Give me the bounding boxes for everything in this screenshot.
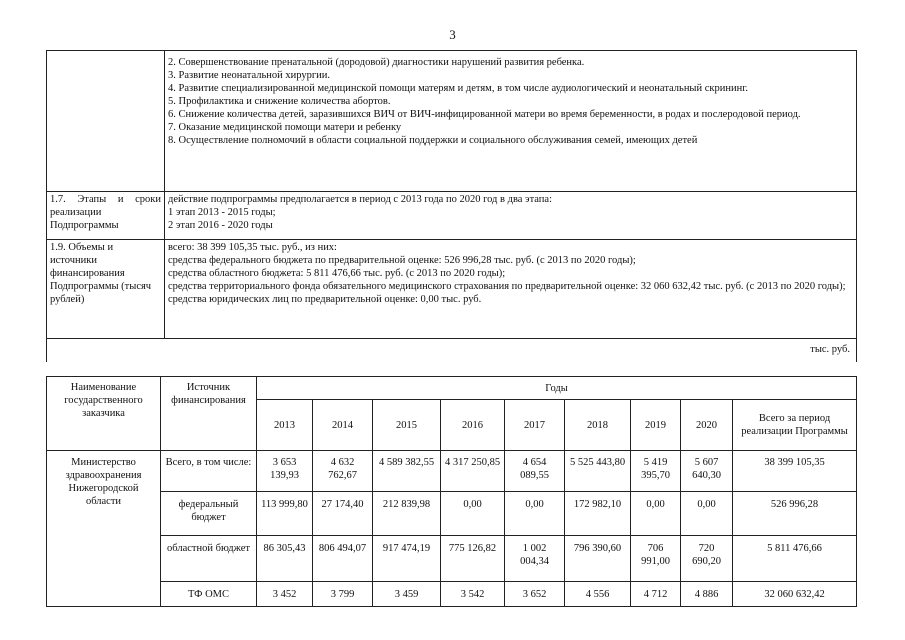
funding-line: средства федерального бюджета по предварительной оценке: 526 996,28 тыс. руб. (с 2013 по 2020 годы); bbox=[168, 255, 636, 266]
goal-item: 8. Осуществление полномочий в области социальной поддержки и социального обслуживания семей, имеющих детей bbox=[168, 135, 698, 146]
total-cell: 38 399 105,35 bbox=[733, 451, 857, 492]
funding-line: средства областного бюджета: 5 811 476,66 тыс. руб. (с 2013 по 2020 годы); bbox=[168, 268, 506, 279]
value-cell: 0,00 bbox=[505, 492, 565, 536]
value-cell: 113 999,80 bbox=[257, 492, 313, 536]
value-cell: 3 799 bbox=[313, 582, 373, 607]
value-cell: 796 390,60 bbox=[565, 536, 631, 582]
value-cell: 5 607 640,30 bbox=[681, 451, 733, 492]
goals-label-cell bbox=[47, 51, 165, 192]
total-cell: 32 060 632,42 bbox=[733, 582, 857, 607]
goal-item: 5. Профилактика и снижение количества абортов. bbox=[168, 96, 391, 107]
year-header: 2015 bbox=[373, 400, 441, 451]
years-header: Годы bbox=[257, 377, 857, 400]
funding-row bbox=[47, 240, 857, 339]
stages-line: действие подпрограммы предполагается в период с 2013 года по 2020 год в два этапа: bbox=[168, 194, 552, 205]
goal-item: 2. Совершенствование пренатальной (дородовой) диагностики нарушений развития ребенка. bbox=[168, 57, 585, 68]
table-row bbox=[47, 451, 857, 492]
goals-list-cell bbox=[165, 51, 857, 192]
source-name: Всего, в том числе: bbox=[161, 451, 257, 492]
value-cell: 775 126,82 bbox=[441, 536, 505, 582]
stages-row bbox=[47, 192, 857, 240]
goal-item: 3. Развитие неонатальной хирургии. bbox=[168, 70, 331, 81]
page-number: 3 bbox=[449, 27, 456, 42]
value-cell: 5 525 443,80 bbox=[565, 451, 631, 492]
table-row bbox=[47, 536, 857, 582]
goal-item: 7. Оказание медицинской помощи матери и ребенку bbox=[168, 122, 402, 133]
year-header: 2017 bbox=[505, 400, 565, 451]
total-cell: 526 996,28 bbox=[733, 492, 857, 536]
value-cell: 720 690,20 bbox=[681, 536, 733, 582]
source-name: ТФ ОМС bbox=[161, 582, 257, 607]
value-cell: 706 991,00 bbox=[631, 536, 681, 582]
year-header: 2019 bbox=[631, 400, 681, 451]
value-cell: 172 982,10 bbox=[565, 492, 631, 536]
stages-label: 1.7. Этапы и сроки реализации Подпрограммы bbox=[47, 192, 165, 240]
value-cell: 0,00 bbox=[441, 492, 505, 536]
value-cell: 4 654 089,55 bbox=[505, 451, 565, 492]
value-cell: 4 632 762,67 bbox=[313, 451, 373, 492]
value-cell: 4 712 bbox=[631, 582, 681, 607]
unit-label: тыс. руб. bbox=[47, 339, 857, 363]
value-cell: 0,00 bbox=[681, 492, 733, 536]
value-cell: 917 474,19 bbox=[373, 536, 441, 582]
year-header: 2018 bbox=[565, 400, 631, 451]
source-name: областной бюджет bbox=[161, 536, 257, 582]
funding-line: средства юридических лиц по предварительной оценке: 0,00 тыс. руб. bbox=[168, 294, 482, 305]
funding-label: 1.9. Объемы и источники финансирования Подпрограммы (тысяч рублей) bbox=[47, 240, 165, 339]
value-cell: 0,00 bbox=[631, 492, 681, 536]
value-cell: 4 886 bbox=[681, 582, 733, 607]
value-cell: 3 542 bbox=[441, 582, 505, 607]
value-cell: 27 174,40 bbox=[313, 492, 373, 536]
stages-line: 2 этап 2016 - 2020 годы bbox=[168, 220, 273, 231]
total-cell: 5 811 476,66 bbox=[733, 536, 857, 582]
goal-item: 6. Снижение количества детей, заразившихся ВИЧ от ВИЧ-инфицированной матери во время беременности, в родах и послеродовой период. bbox=[168, 109, 801, 120]
year-header: 2013 bbox=[257, 400, 313, 451]
customer-name: Министерство здравоохранения Нижегородской области bbox=[47, 451, 161, 607]
source-name: федеральный бюджет bbox=[161, 492, 257, 536]
funding-line: средства территориального фонда обязательного медицинского страхования по предварительной оценке: 32 060 632,42 тыс. руб. (с 2013 по 2020 годы); bbox=[168, 281, 846, 292]
stages-line: 1 этап 2013 - 2015 годы; bbox=[168, 207, 276, 218]
value-cell: 5 419 395,70 bbox=[631, 451, 681, 492]
funding-line: всего: 38 399 105,35 тыс. руб., из них: bbox=[168, 242, 337, 253]
customer-header: Наименование государственного заказчика bbox=[47, 377, 161, 451]
value-cell: 3 653 139,93 bbox=[257, 451, 313, 492]
table-row bbox=[47, 582, 857, 607]
year-header: 2014 bbox=[313, 400, 373, 451]
value-cell: 4 556 bbox=[565, 582, 631, 607]
value-cell: 212 839,98 bbox=[373, 492, 441, 536]
stages-cell bbox=[165, 192, 857, 240]
value-cell: 806 494,07 bbox=[313, 536, 373, 582]
header-row bbox=[47, 377, 857, 400]
value-cell: 3 652 bbox=[505, 582, 565, 607]
financing-by-year-table bbox=[46, 376, 857, 607]
year-header: 2016 bbox=[441, 400, 505, 451]
value-cell: 4 317 250,85 bbox=[441, 451, 505, 492]
funding-cell bbox=[165, 240, 857, 339]
passport-table bbox=[46, 50, 857, 362]
table-row bbox=[47, 492, 857, 536]
value-cell: 1 002 004,34 bbox=[505, 536, 565, 582]
source-header: Источник финансирования bbox=[161, 377, 257, 451]
value-cell: 3 459 bbox=[373, 582, 441, 607]
value-cell: 3 452 bbox=[257, 582, 313, 607]
unit-row bbox=[47, 339, 857, 363]
goals-row bbox=[47, 51, 857, 192]
value-cell: 86 305,43 bbox=[257, 536, 313, 582]
value-cell: 4 589 382,55 bbox=[373, 451, 441, 492]
goal-item: 4. Развитие специализированной медицинской помощи матерям и детям, в том числе аудиологический и неонатальный скрининг. bbox=[168, 83, 748, 94]
total-header: Всего за период реализации Программы bbox=[733, 400, 857, 451]
year-header: 2020 bbox=[681, 400, 733, 451]
